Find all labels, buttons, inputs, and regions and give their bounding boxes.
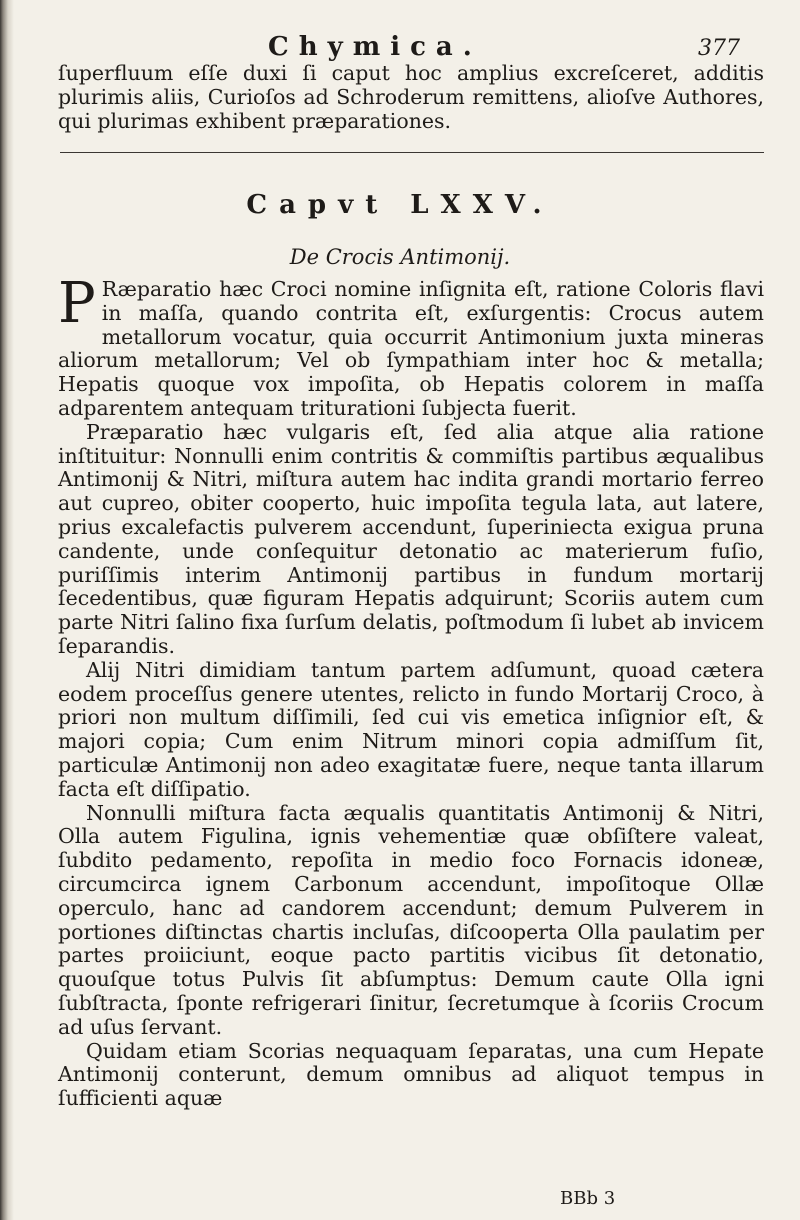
paragraph-5: Quidam etiam Scorias nequaquam ſeparatas, una cum Hepate Antimonij conterunt, demum omnibus ad aliquot tempus in ſufficienti aquæ [58,1038,764,1111]
signature-mark: BBb 3 [560,1188,616,1209]
page-number: 377 [698,36,740,61]
paragraph-1 [58,271,764,421]
paragraph-4: Nonnulli miſtura facta æqualis quantitatis Antimonij & Nitri, Olla autem Figulina, ignis vehementiæ quæ obſiſtere valeat, ſubdito pedamento, repoſita in medio foco Fornacis idoneæ, circumcirca ignem Carbonum accendunt, impoſitoque Ollæ operculo, hanc ad candorem accendunt; demum Pulverem in portiones diſtinctas chartis incluſas, diſcooperta Olla paulatim per partes proiiciunt, eoque pacto partitis vicibus ſit detonatio, quouſque totus Pulvis ſit abſumptus: Demum caute Olla igni ſubſtracta, ſponte refrigerari ſinitur, ſecretumque à ſcoriis Crocum ad uſus ſervant. [58,800,764,1039]
chapter-body [58,271,764,1111]
section-rule [60,152,764,153]
chapter-heading: Capvt LXXV. [246,190,554,220]
chapter-subtitle: De Crocis Antimonij. [289,245,511,269]
drop-cap: P [58,271,96,336]
paragraph-2: Præparatio hæc vulgaris eſt, ſed alia atque alia ratione inſtituitur: Nonnulli enim contritis & commiſtis partibus æqualibus Antimonij & Nitri, miſtura autem hac indita grandi mortario ferreo aut cupreo, obiter cooperto, huic impoſita tegula lata, aut latere, prius excalefactis pulverem accendunt, ſuperiniecta exigua pruna candente, unde conſequitur detonatio ac materierum fuſio, puriſſimis interim Antimonij partibus in fundum mortarij ſecedentibus, quæ figuram Hepatis adquirunt; Scoriis autem cum parte Nitri ſalino fixa ſurſum delatis, poſtmodum ſi lubet ab invicem ſeparandis. [58,419,764,658]
intro-paragraph: ſuperfluum eſſe duxi ſi caput hoc amplius excreſceret, additis plurimis aliis, Curioſos ad Schroderum remittens, alioſve Authores, qui plurimas exhibent præparationes. [58,61,764,133]
binding-shadow [0,0,14,1220]
paragraph-text: Ræparatio hæc Croci nomine inſignita eſt, ratione Coloris flavi in maſſa, quando contrita eſt, exſurgentis: Crocus autem metallorum vocatur, quia occurrit Antimonium juxta mineras aliorum metallorum; Vel ob ſympathiam inter hoc & metalla; Hepatis quoque vox impoſita, ob Hepatis colorem in maſſa adparentem antequam triturationi ſubjecta fuerit. [58,277,764,420]
running-title: Chymica. [268,32,482,62]
paragraph-3: Alij Nitri dimidiam tantum partem adſumunt, quoad cætera eodem proceſſus genere utentes, relicto in fundo Mortarij Croco, à priori non multum diſſimili, ſed cui vis emetica inſignior eſt, & majori copia; Cum enim Nitrum minori copia admiſſum ſit, particulæ Antimonij non adeo exagitatæ fuere, neque tanta illarum facta eſt diſſipatio. [58,657,764,801]
